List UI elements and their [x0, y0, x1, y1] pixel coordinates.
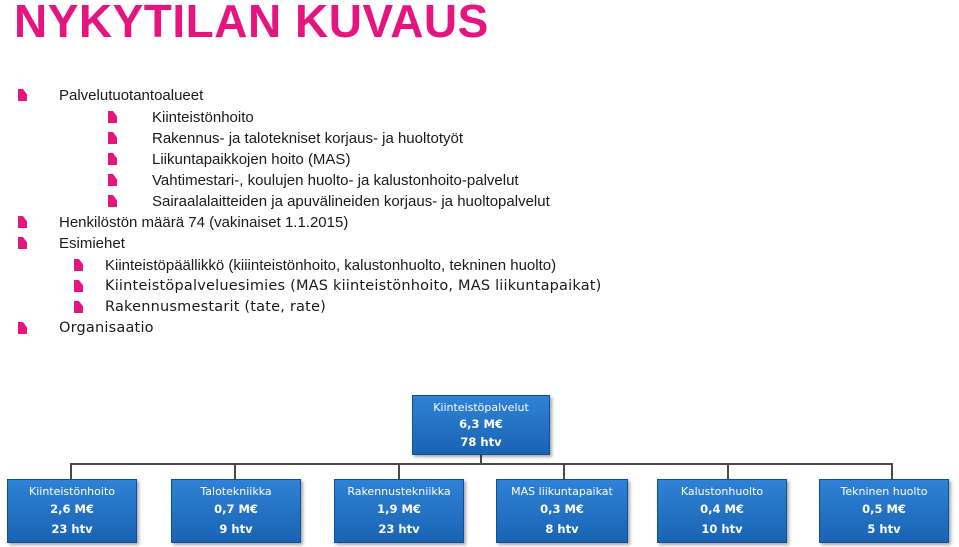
org-box-staff: 10 htv	[701, 522, 743, 536]
org-box-name: Tekninen huolto	[840, 485, 928, 498]
connector-line	[398, 463, 400, 479]
connector-line	[70, 463, 72, 479]
org-box-unit	[171, 479, 301, 543]
org-box-budget: 1,9 M€	[377, 502, 421, 516]
org-box-name: Kiinteistöpalvelut	[433, 401, 529, 414]
org-box-unit	[496, 479, 628, 543]
org-box-budget: 6,3 M€	[459, 417, 503, 431]
org-box-budget: 0,5 M€	[862, 502, 906, 516]
sub-item-text: Rakennus- ja talotekniset korjaus- ja huoltotyöt	[152, 130, 464, 147]
org-box-name: Kalustonhuolto	[680, 485, 764, 498]
org-box-staff: 8 htv	[545, 522, 579, 536]
org-box-unit	[7, 479, 137, 543]
sub-item	[152, 129, 463, 148]
org-box-budget: 0,7 M€	[214, 502, 258, 516]
bullet-icon	[18, 322, 27, 334]
bullet-henkilosto	[59, 213, 348, 232]
bullet-icon	[74, 259, 83, 271]
bullet-icon	[74, 301, 83, 313]
org-box-budget: 0,4 M€	[700, 502, 744, 516]
bullet-icon	[108, 132, 117, 144]
connector-line	[891, 463, 893, 479]
bullet-text: Organisaatio	[59, 320, 154, 336]
sub-item	[105, 298, 326, 317]
connector-line	[727, 463, 729, 479]
bullet-icon	[108, 174, 117, 186]
connector-line	[563, 463, 565, 479]
org-box-staff: 9 htv	[219, 522, 253, 536]
sub-item-text: Kiinteistöpalveluesimies (MAS kiinteistönhoito, MAS liikuntapaikat)	[105, 278, 602, 294]
connector-line	[234, 463, 236, 479]
bullet-organisaatio	[59, 319, 154, 338]
sub-item	[152, 108, 254, 127]
bullet-text: Palvelutuotantoalueet	[59, 87, 204, 104]
org-box-top	[412, 395, 550, 455]
bullet-palvelutuotanto	[59, 86, 203, 105]
bullet-icon	[74, 280, 83, 292]
sub-item-text: Liikuntapaikkojen hoito (MAS)	[152, 151, 351, 168]
bullet-icon	[18, 216, 27, 228]
bullet-text: Henkilöstön määrä 74 (vakinaiset 1.1.2015)	[59, 214, 349, 231]
org-box-staff: 23 htv	[378, 522, 420, 536]
sub-item	[152, 171, 519, 190]
connector-line	[70, 463, 892, 465]
org-box-budget: 0,3 M€	[540, 502, 584, 516]
org-box-budget: 2,6 M€	[50, 502, 94, 516]
org-box-staff: 78 htv	[460, 435, 502, 449]
sub-item-text: Sairaalalaitteiden ja apuvälineiden korjaus- ja huoltopalvelut	[152, 193, 550, 210]
bullet-icon	[18, 237, 27, 249]
bullet-text: Esimiehet	[59, 235, 125, 252]
sub-item-text: Kiinteistönhoito	[152, 109, 254, 126]
org-box-name: Kiinteistönhoito	[29, 485, 115, 498]
bullet-icon	[108, 153, 117, 165]
sub-item-text: Vahtimestari-, koulujen huolto- ja kalustonhoito-palvelut	[152, 172, 519, 189]
bullet-esimiehet	[59, 234, 125, 253]
sub-item	[152, 150, 350, 169]
sub-item	[105, 256, 556, 275]
org-box-name: MAS liikuntapaikat	[511, 485, 613, 498]
org-box-unit	[819, 479, 949, 543]
sub-item	[105, 277, 602, 296]
bullet-icon	[108, 195, 117, 207]
org-box-unit	[657, 479, 787, 543]
org-box-staff: 5 htv	[867, 522, 901, 536]
bullet-icon	[108, 111, 117, 123]
org-box-name: Talotekniikka	[200, 485, 272, 498]
org-box-unit	[334, 479, 464, 543]
org-box-staff: 23 htv	[51, 522, 93, 536]
bullet-icon	[18, 89, 27, 101]
sub-item-text: Kiinteistöpäällikkö (kiiinteistönhoito, kalustonhuolto, tekninen huolto)	[105, 257, 557, 274]
sub-item	[152, 192, 550, 211]
sub-item-text: Rakennusmestarit (tate, rate)	[105, 299, 326, 315]
page-title: NYKYTILAN KUVAUS	[14, 0, 489, 47]
org-box-name: Rakennustekniikka	[347, 485, 451, 498]
